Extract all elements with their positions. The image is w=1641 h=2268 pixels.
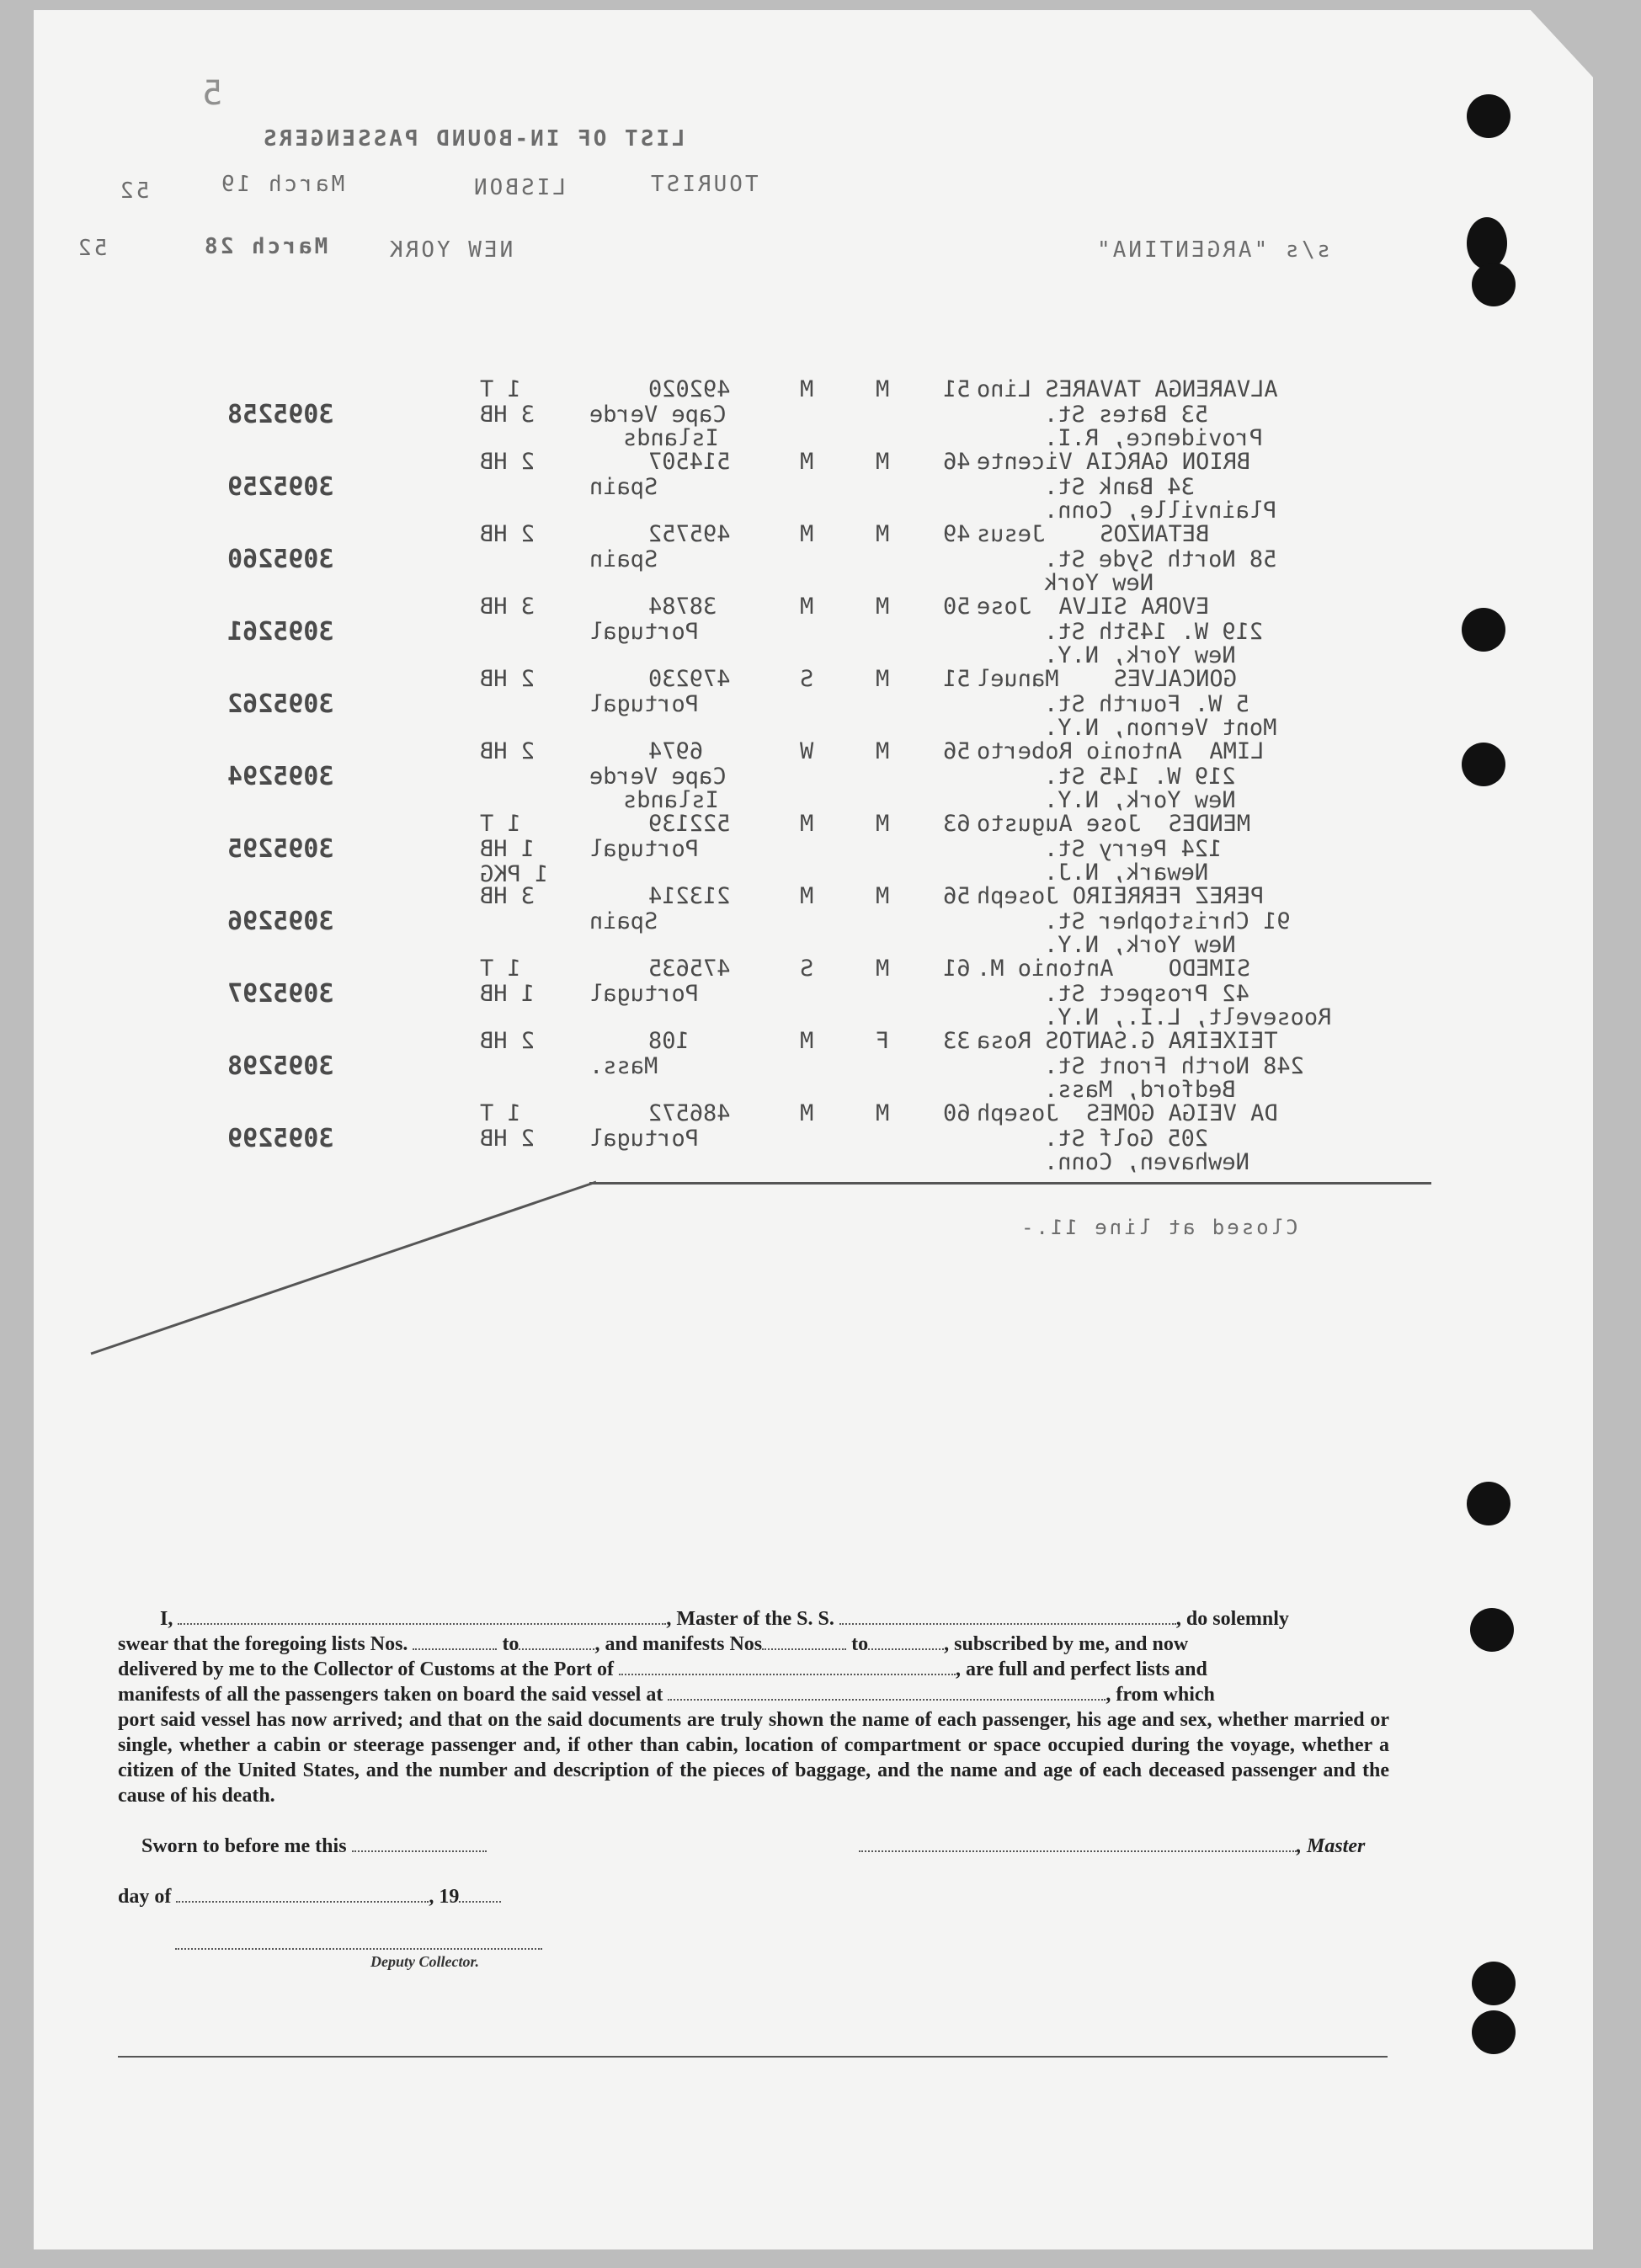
punch-hole: [1462, 608, 1505, 652]
passenger-baggage: 1 T 1 HB: [480, 956, 535, 1007]
passenger-certificate: 3095259: [227, 472, 334, 502]
passenger-address: 91 Christopher St.: [1044, 908, 1291, 934]
master-signature: [859, 1834, 1365, 1858]
passenger-age: 49: [943, 521, 971, 547]
passenger-name: DA VEIGA GOMES Joseph: [977, 1100, 1278, 1126]
oath-solemnly: , do solemnly: [1175, 1608, 1289, 1630]
passenger-id: 479230: [648, 666, 731, 692]
manifests-from-blank[interactable]: [762, 1632, 846, 1650]
master-name-blank[interactable]: [178, 1606, 666, 1625]
passenger-certificate: 3095297: [227, 979, 334, 1009]
passenger-id: 492020: [648, 376, 731, 402]
passenger-sex: M: [876, 521, 890, 547]
passenger-city: Plainville, Conn.: [1044, 498, 1277, 524]
passenger-id: 514507: [648, 449, 731, 475]
passenger-name: BRION GARCIA Vicente: [977, 449, 1251, 475]
passenger-origin: Mass.: [589, 1053, 658, 1079]
passenger-name: LIMA Antonio Roberto: [977, 738, 1265, 764]
passenger-id: 475635: [648, 956, 731, 982]
header-year1: 52: [118, 178, 150, 204]
passenger-sex: M: [876, 666, 890, 692]
header-year2: 52: [76, 236, 108, 261]
oath-i: I,: [160, 1608, 173, 1630]
punch-hole: [1462, 743, 1505, 786]
passenger-certificate: 3095299: [227, 1124, 334, 1153]
passenger-certificate: 3095260: [227, 545, 334, 574]
passenger-origin: Cape Verde: [589, 402, 727, 428]
sworn-text: Sworn to before me this: [141, 1835, 347, 1857]
punch-hole: [1472, 2010, 1516, 2054]
passenger-certificate: 3095295: [227, 834, 334, 864]
passenger-city: Providence, R.I.: [1044, 425, 1264, 451]
passenger-address: 205 Golf St.: [1044, 1126, 1209, 1152]
passenger-city: Roosevelt, L.I., N.Y.: [1044, 1004, 1332, 1030]
passenger-certificate: 3095298: [227, 1051, 334, 1081]
passenger-city: New York, N.Y.: [1044, 932, 1236, 958]
passenger-age: 63: [943, 811, 971, 837]
passenger-address: 53 Bates St.: [1044, 402, 1209, 428]
passenger-marital-status: M: [800, 1100, 814, 1126]
passenger-name: PEREZ FERREIRO Joseph: [977, 883, 1265, 909]
passenger-name: BETANZOS Jesus: [977, 521, 1210, 547]
passenger-age: 56: [943, 738, 971, 764]
passenger-origin: Spain: [589, 474, 658, 500]
passenger-baggage: 3 HB: [480, 594, 535, 620]
day-of-blank[interactable]: [176, 1884, 429, 1903]
oath-manifests: , and manifests Nos: [594, 1633, 763, 1655]
passenger-address: 219 W. 145th St.: [1044, 619, 1264, 645]
passenger-age: 33: [943, 1028, 971, 1054]
oath-delivered: delivered by me to the Collector of Customs at the Port of: [118, 1658, 614, 1680]
manifests-to-blank[interactable]: [868, 1632, 944, 1650]
passenger-marital-status: M: [800, 883, 814, 909]
diagonal-closing-stroke: [84, 1177, 606, 1360]
passenger-marital-status: M: [800, 811, 814, 837]
passenger-origin-2: Islands: [623, 425, 719, 451]
passenger-address: 5 W. Fourth St.: [1044, 691, 1249, 717]
passenger-age: 51: [943, 376, 971, 402]
passenger-id: 213214: [648, 883, 731, 909]
passenger-origin: Portugal: [589, 691, 700, 717]
passenger-id: 38784: [648, 594, 717, 620]
passenger-sex: M: [876, 376, 890, 402]
passenger-baggage: 1 T 3 HB: [480, 376, 535, 428]
year-prefix: , 19: [429, 1886, 460, 1908]
passenger-origin: Portugal: [589, 1126, 700, 1152]
oath-full-perfect: , are full and perfect lists and: [955, 1658, 1207, 1680]
page-title: LIST OF IN-BOUND PASSENGERS: [261, 126, 685, 152]
oath-from-which: , from which: [1106, 1684, 1215, 1706]
passenger-marital-status: S: [800, 956, 814, 982]
passenger-id: 522139: [648, 811, 731, 837]
punch-hole: [1467, 94, 1510, 138]
day-of-text: day of: [118, 1886, 172, 1908]
lists-to-blank[interactable]: [519, 1632, 594, 1650]
header-port-from: LISBON: [472, 175, 566, 200]
passenger-age: 50: [943, 594, 971, 620]
passenger-name: MENDES Jose Augusto: [977, 811, 1251, 837]
passenger-address: 42 Prospect St.: [1044, 981, 1249, 1007]
passenger-origin: Spain: [589, 546, 658, 572]
ship-name-blank[interactable]: [839, 1606, 1176, 1625]
passenger-certificate: 3095294: [227, 762, 334, 791]
day-of-label: [118, 1884, 501, 1909]
passenger-origin: Cape Verde: [589, 764, 727, 790]
passenger-sex: F: [876, 1028, 890, 1054]
header-sailed: March 19: [219, 172, 345, 197]
passenger-origin: Portugal: [589, 619, 700, 645]
passenger-id: 486572: [648, 1100, 731, 1126]
oath-manifests-all: manifests of all the passengers taken on board the said vessel at: [118, 1684, 663, 1706]
passenger-sex: M: [876, 883, 890, 909]
passenger-address: 219 W. 145 St.: [1044, 764, 1236, 790]
header-port-to: NEW YORK: [387, 237, 514, 263]
passenger-baggage: 1 T 2 HB: [480, 1100, 535, 1152]
passenger-name: ALVARENGA TAVARES Lino: [977, 376, 1278, 402]
master-label: , Master: [1297, 1835, 1366, 1857]
passenger-baggage: 3 HB: [480, 883, 535, 909]
vessel-port-blank[interactable]: [668, 1682, 1106, 1701]
passenger-origin: Portugal: [589, 836, 700, 862]
passenger-baggage: 2 HB: [480, 449, 535, 475]
passenger-certificate: 3095262: [227, 689, 334, 719]
passenger-marital-status: M: [800, 521, 814, 547]
passenger-id: 495752: [648, 521, 731, 547]
passenger-city: New York, N.Y.: [1044, 787, 1236, 813]
passenger-sex: M: [876, 956, 890, 982]
passenger-address: 124 Perry St.: [1044, 836, 1223, 862]
punch-hole: [1472, 263, 1516, 306]
passenger-city: Mont Vernon, N.Y.: [1044, 715, 1277, 741]
oath-lists: swear that the foregoing lists Nos.: [118, 1633, 408, 1655]
passenger-age: 56: [943, 883, 971, 909]
passenger-city: Bedford, Mass.: [1044, 1077, 1236, 1103]
passenger-age: 61: [943, 956, 971, 982]
oath-body: port said vessel has now arrived; and that on the said documents are truly shown the name of each passenger, his age and sex, whether married or single, whether a cabin or steerage passenger and, if other than cabin, location of compartment or space occupied during the voyage, whether a citizen of the United States, and the number and description of the pieces of baggage, and the name and age of each deceased passenger and the cause of his death.: [118, 1709, 1389, 1807]
oath-to-2: to: [851, 1633, 869, 1655]
passenger-name: SIMEDO Antonio M.: [977, 956, 1251, 982]
oath-master-of: , Master of the S. S.: [666, 1608, 834, 1630]
passenger-sex: M: [876, 594, 890, 620]
header-ship: s/s "ARGENTINA": [1095, 237, 1330, 263]
passenger-origin: Spain: [589, 908, 658, 934]
passenger-baggage: 2 HB: [480, 1028, 535, 1054]
passenger-origin: Portugal: [589, 981, 700, 1007]
passenger-name: TEIXEIRA G.SANTOS Rosa: [977, 1028, 1278, 1054]
oath-to: to: [502, 1633, 519, 1655]
passenger-city: New York, N.Y.: [1044, 642, 1236, 668]
passenger-marital-status: M: [800, 376, 814, 402]
passenger-city: Newark, N.J.: [1044, 860, 1209, 886]
passenger-id: 108: [648, 1028, 690, 1054]
passenger-marital-status: M: [800, 1028, 814, 1054]
passenger-sex: M: [876, 449, 890, 475]
lists-from-blank[interactable]: [413, 1632, 497, 1650]
punch-hole: [1467, 217, 1507, 269]
passenger-name: GONCALVES Manuel: [977, 666, 1237, 692]
passenger-city: Newhaven, Conn.: [1044, 1149, 1249, 1175]
passenger-baggage: 2 HB: [480, 521, 535, 547]
header-class: TOURIST: [648, 172, 759, 197]
sworn-label: [141, 1834, 487, 1858]
passenger-marital-status: M: [800, 594, 814, 620]
passenger-address: 248 North Front St.: [1044, 1053, 1304, 1079]
passenger-age: 60: [943, 1100, 971, 1126]
passenger-age: 46: [943, 449, 971, 475]
passenger-certificate: 3095296: [227, 907, 334, 936]
passenger-baggage: 2 HB: [480, 738, 535, 764]
passenger-certificate: 3095261: [227, 617, 334, 647]
passenger-sex: M: [876, 1100, 890, 1126]
bottom-rule: [118, 2056, 1388, 2058]
list-closing-rule: [589, 1182, 1431, 1185]
punch-hole: [1467, 1482, 1510, 1525]
punch-hole: [1472, 1962, 1516, 2005]
port-blank[interactable]: [619, 1657, 956, 1675]
passenger-name: EVORA SILVA Jose: [977, 594, 1210, 620]
passenger-baggage: 1 T 1 HB 1 PKG: [480, 811, 549, 887]
passenger-certificate: 3095258: [227, 400, 334, 429]
punch-hole: [1470, 1608, 1514, 1652]
sworn-date-blank[interactable]: [352, 1834, 487, 1852]
year-blank[interactable]: [459, 1884, 501, 1903]
header-arrived: March 28: [202, 234, 328, 259]
passenger-address: 34 Bank St.: [1044, 474, 1195, 500]
master-signature-blank[interactable]: [859, 1834, 1297, 1852]
passenger-sex: M: [876, 738, 890, 764]
passenger-marital-status: S: [800, 666, 814, 692]
deputy-collector-label: Deputy Collector.: [370, 1953, 479, 1970]
passenger-sex: M: [876, 811, 890, 837]
passenger-address: 58 North Syde St.: [1044, 546, 1277, 572]
passenger-marital-status: M: [800, 449, 814, 475]
passenger-id: 6974: [648, 738, 704, 764]
closed-note: Closed at line 11.-: [1019, 1216, 1298, 1239]
passenger-origin-2: Islands: [623, 787, 719, 813]
passenger-city: New York: [1044, 570, 1154, 596]
page-number: 5: [202, 74, 223, 113]
oath-subscribed: , subscribed by me, and now: [944, 1633, 1189, 1655]
deputy-signature-line[interactable]: [175, 1948, 542, 1950]
passenger-age: 51: [943, 666, 971, 692]
oath-text: [118, 1606, 1389, 1808]
passenger-baggage: 2 HB: [480, 666, 535, 692]
passenger-marital-status: W: [800, 738, 814, 764]
